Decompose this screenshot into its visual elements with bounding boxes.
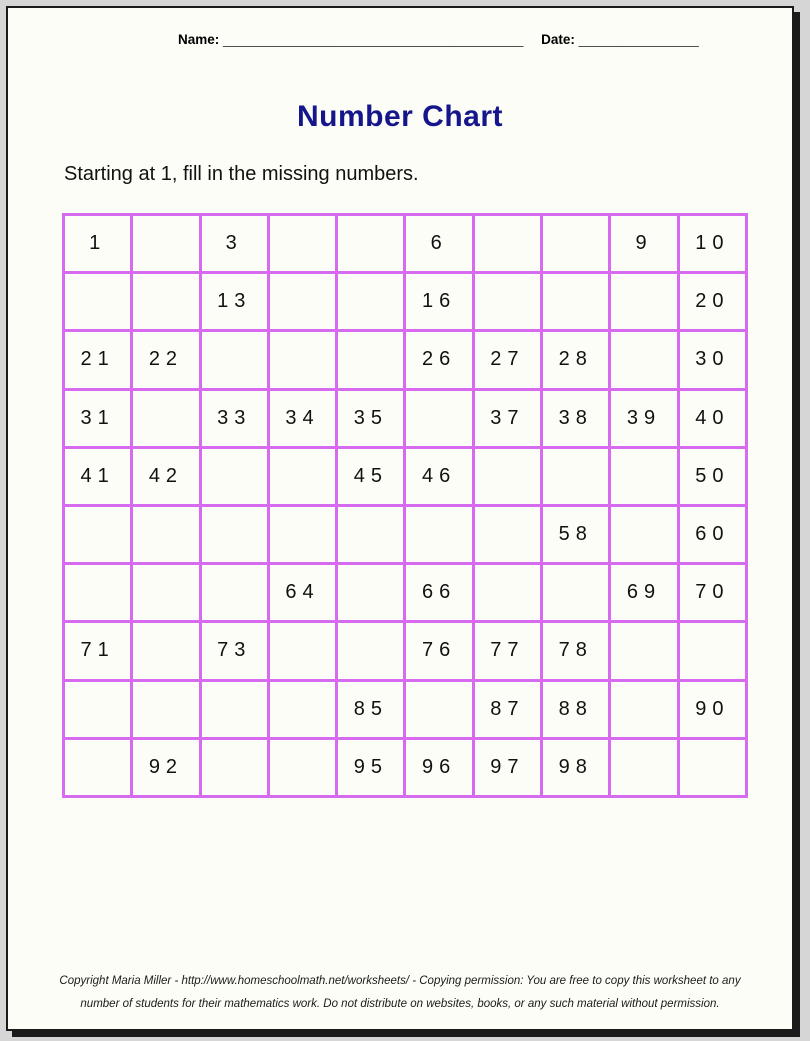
grid-cell-blank[interactable]: [610, 680, 678, 738]
grid-cell-filled: 34: [268, 389, 336, 447]
grid-cell-filled: 6: [405, 215, 473, 273]
grid-cell-blank[interactable]: [132, 564, 200, 622]
grid-cell-blank[interactable]: [268, 680, 336, 738]
grid-cell-filled: 10: [678, 215, 746, 273]
grid-cell-blank[interactable]: [405, 389, 473, 447]
grid-cell-filled: 50: [678, 447, 746, 505]
grid-cell-blank[interactable]: [268, 738, 336, 796]
grid-cell-blank[interactable]: [337, 564, 405, 622]
grid-cell-filled: 9: [610, 215, 678, 273]
grid-cell-blank[interactable]: [268, 215, 336, 273]
grid-cell-blank[interactable]: [337, 273, 405, 331]
grid-cell-blank[interactable]: [542, 447, 610, 505]
grid-cell-filled: 69: [610, 564, 678, 622]
grid-cell-filled: 39: [610, 389, 678, 447]
grid-cell-blank[interactable]: [610, 738, 678, 796]
grid-cell-blank[interactable]: [132, 389, 200, 447]
grid-cell-filled: 85: [337, 680, 405, 738]
page-title: Number Chart: [296, 100, 504, 133]
date-fill-line[interactable]: ________________: [578, 32, 699, 47]
grid-cell-filled: 95: [337, 738, 405, 796]
grid-cell-filled: 42: [132, 447, 200, 505]
grid-cell-blank[interactable]: [64, 273, 132, 331]
grid-cell-filled: 20: [678, 273, 746, 331]
grid-cell-blank[interactable]: [268, 273, 336, 331]
grid-cell-blank[interactable]: [337, 215, 405, 273]
grid-cell-blank[interactable]: [132, 622, 200, 680]
grid-cell-blank[interactable]: [473, 273, 541, 331]
grid-cell-blank[interactable]: [610, 622, 678, 680]
grid-cell-filled: 46: [405, 447, 473, 505]
grid-cell-blank[interactable]: [132, 505, 200, 563]
name-fill-line[interactable]: ________________________________________: [223, 32, 524, 47]
grid-row: [64, 389, 747, 447]
grid-cell-filled: 64: [268, 564, 336, 622]
grid-row: [64, 738, 747, 796]
grid-cell-filled: 60: [678, 505, 746, 563]
grid-cell-blank[interactable]: [337, 505, 405, 563]
grid-cell-filled: 33: [200, 389, 268, 447]
grid-cell-filled: 31: [64, 389, 132, 447]
grid-cell-filled: 98: [542, 738, 610, 796]
copyright-line-2: number of students for their mathematics work. Do not distribute on websites, books, or any such material without permission.: [80, 997, 720, 1010]
grid-cell-blank[interactable]: [64, 680, 132, 738]
grid-cell-filled: 30: [678, 331, 746, 389]
grid-row: [64, 331, 747, 389]
grid-cell-filled: 77: [473, 622, 541, 680]
grid-cell-filled: 45: [337, 447, 405, 505]
grid-row: [64, 447, 747, 505]
grid-cell-filled: 22: [132, 331, 200, 389]
grid-cell-blank[interactable]: [542, 564, 610, 622]
grid-cell-blank[interactable]: [542, 215, 610, 273]
grid-cell-filled: 40: [678, 389, 746, 447]
instruction-text: Starting at 1, fill in the missing numbers.: [64, 163, 419, 185]
copyright-footer: [8, 970, 792, 1015]
grid-cell-blank[interactable]: [268, 447, 336, 505]
grid-cell-blank[interactable]: [610, 505, 678, 563]
grid-cell-blank[interactable]: [268, 622, 336, 680]
grid-cell-blank[interactable]: [268, 331, 336, 389]
grid-cell-filled: 35: [337, 389, 405, 447]
grid-cell-blank[interactable]: [200, 680, 268, 738]
grid-cell-blank[interactable]: [405, 680, 473, 738]
name-label: Name:: [178, 32, 220, 47]
grid-cell-blank[interactable]: [64, 505, 132, 563]
copyright-line-1: Copyright Maria Miller - http://www.homeschoolmath.net/worksheets/ - Copying permission: You are free to copy this worksheet to any: [59, 975, 741, 988]
grid-row: [64, 564, 747, 622]
grid-cell-blank[interactable]: [610, 447, 678, 505]
grid-cell-filled: 96: [405, 738, 473, 796]
grid-cell-blank[interactable]: [268, 505, 336, 563]
grid-cell-blank[interactable]: [678, 622, 746, 680]
grid-cell-filled: 38: [542, 389, 610, 447]
grid-cell-blank[interactable]: [200, 564, 268, 622]
grid-cell-blank[interactable]: [64, 564, 132, 622]
grid-cell-filled: 76: [405, 622, 473, 680]
worksheet-page: [6, 6, 794, 1031]
grid-cell-filled: 41: [64, 447, 132, 505]
grid-cell-filled: 37: [473, 389, 541, 447]
grid-row: [64, 273, 747, 331]
grid-cell-blank[interactable]: [678, 738, 746, 796]
grid-cell-filled: 66: [405, 564, 473, 622]
grid-cell-blank[interactable]: [610, 273, 678, 331]
grid-cell-blank[interactable]: [64, 738, 132, 796]
grid-cell-filled: 58: [542, 505, 610, 563]
grid-row: [64, 505, 747, 563]
grid-cell-filled: 71: [64, 622, 132, 680]
grid-cell-filled: 3: [200, 215, 268, 273]
grid-cell-blank[interactable]: [132, 273, 200, 331]
grid-cell-filled: 13: [200, 273, 268, 331]
number-grid: [62, 213, 748, 798]
grid-cell-filled: 27: [473, 331, 541, 389]
grid-cell-blank[interactable]: [200, 331, 268, 389]
grid-cell-filled: 28: [542, 331, 610, 389]
grid-cell-filled: 97: [473, 738, 541, 796]
grid-cell-blank[interactable]: [200, 505, 268, 563]
grid-cell-filled: 78: [542, 622, 610, 680]
grid-cell-filled: 26: [405, 331, 473, 389]
grid-cell-filled: 88: [542, 680, 610, 738]
grid-cell-filled: 73: [200, 622, 268, 680]
grid-cell-blank[interactable]: [473, 447, 541, 505]
grid-row: [64, 622, 747, 680]
grid-cell-filled: 70: [678, 564, 746, 622]
grid-cell-blank[interactable]: [473, 215, 541, 273]
grid-cell-blank[interactable]: [473, 564, 541, 622]
grid-cell-filled: 92: [132, 738, 200, 796]
grid-cell-blank[interactable]: [132, 215, 200, 273]
date-label: Date:: [541, 32, 575, 47]
grid-row: [64, 680, 747, 738]
grid-cell-blank[interactable]: [337, 622, 405, 680]
grid-cell-blank[interactable]: [132, 680, 200, 738]
grid-cell-blank[interactable]: [200, 447, 268, 505]
name-date-header: [178, 32, 699, 47]
grid-cell-filled: 1: [64, 215, 132, 273]
grid-cell-blank[interactable]: [610, 331, 678, 389]
grid-cell-blank[interactable]: [405, 505, 473, 563]
grid-cell-filled: 87: [473, 680, 541, 738]
grid-row: [64, 215, 747, 273]
grid-cell-blank[interactable]: [473, 505, 541, 563]
grid-cell-filled: 90: [678, 680, 746, 738]
grid-cell-blank[interactable]: [542, 273, 610, 331]
grid-cell-filled: 21: [64, 331, 132, 389]
grid-cell-blank[interactable]: [200, 738, 268, 796]
grid-cell-blank[interactable]: [337, 331, 405, 389]
grid-cell-filled: 16: [405, 273, 473, 331]
